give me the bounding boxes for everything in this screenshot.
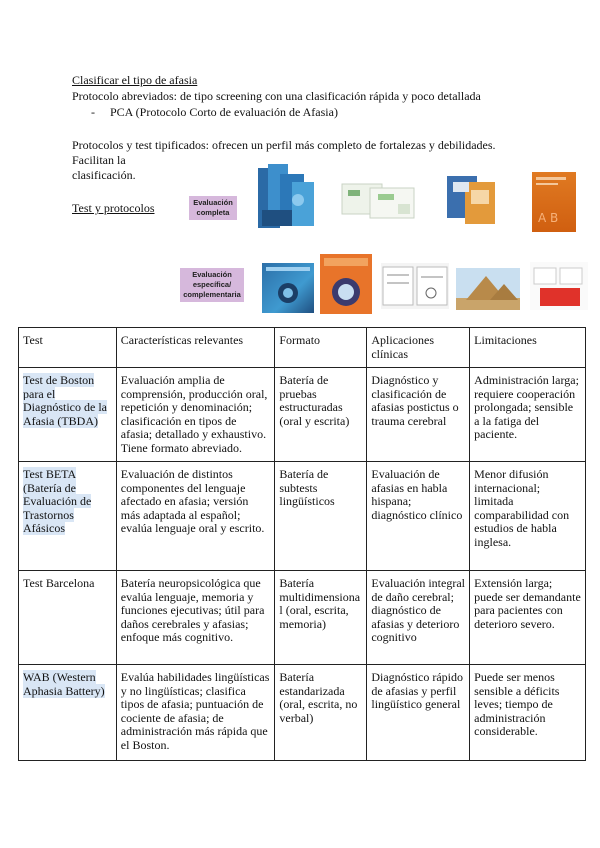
table-row (19, 571, 586, 665)
test-name: WAB (Western Aphasia Battery) (23, 670, 105, 698)
cell-aplicaciones: Evaluación de afasias en habla hispana; diagnóstico clínico (367, 462, 470, 571)
line-tipificados-3: clasificación. (72, 168, 136, 182)
cell-limitaciones: Menor difusión internacional; limitada comparabilidad con estudios de habla inglesa. (470, 462, 586, 571)
cell-caracteristicas: Evalúa habilidades lingüísticas y no lingüísticas; clasifica tipos de afasia; puntuación de cociente de afasia; de administración más rápida que el Boston. (116, 665, 275, 761)
test-name: Test de Boston para el Diagnóstico de la Afasia (TBDA) (23, 373, 107, 428)
cell-caracteristicas: Evaluación amplia de comprensión, producción oral, repetición y denominación; clasificación en tipos de afasia; detallado y exhaustivo. Tiene formato abreviado. (116, 368, 275, 462)
test-protocolos: Test y protocolos (72, 201, 155, 215)
cell-aplicaciones: Diagnóstico rápido de afasias y perfil lingüístico general (367, 665, 470, 761)
cards-image (530, 262, 588, 310)
cell-test (19, 462, 117, 571)
cell-formato: Batería de pruebas estructuradas (oral y escrita) (275, 368, 367, 462)
cell-test (19, 665, 117, 761)
boston-kit-image (258, 160, 320, 232)
line-tipificados-2: Facilitan la (72, 153, 126, 167)
header-test: Test (19, 328, 117, 368)
cell-formato: Batería estandarizada (oral, escrita, no verbal) (275, 665, 367, 761)
label-evaluacion-completa: Evaluación completa (189, 196, 237, 220)
table-header-row (19, 328, 586, 368)
label-evaluacion-especifica: Evaluación específica/ complementaria (180, 268, 244, 302)
svg-text:A B: A B (538, 211, 559, 225)
cell-limitaciones: Administración larga; requiere cooperación prolongada; sensible a la fatiga del paciente. (470, 368, 586, 462)
manual-cover-orange-image (320, 254, 372, 314)
barcelona-book-image (532, 172, 576, 232)
heading: Clasificar el tipo de afasia (72, 73, 198, 87)
line-abreviados: Protocolo abreviados: de tipo screening con una clasificación rápida y poco detallada (72, 89, 481, 103)
bullet-pca: PCA (Protocolo Corto de evaluación de Afasia) (110, 105, 338, 119)
test-name: Test BETA (Batería de Evaluación de Trastornos Afásicos (23, 467, 92, 536)
manual-cover-blue-image (262, 263, 314, 313)
pyramid-image (456, 268, 520, 310)
cell-test: Test Barcelona (19, 571, 117, 665)
header-formato: Formato (275, 328, 367, 368)
cell-formato: Batería de subtests lingüísticos (275, 462, 367, 571)
line-tipificados-1: Protocolos y test tipificados: ofrecen un perfil más completo de fortalezas y debilidades. (72, 138, 496, 152)
beta-kit-image (445, 172, 503, 228)
table-row (19, 462, 586, 571)
cell-limitaciones: Puede ser menos sensible a déficits leves; tiempo de administración considerable. (470, 665, 586, 761)
test-kit-image (340, 178, 422, 224)
header-limitaciones: Limitaciones (470, 328, 586, 368)
cell-caracteristicas: Batería neuropsicológica que evalúa lenguaje, memoria y funciones ejecutivas; útil para daños cerebrales y afasias; enfoque más cognitivo. (116, 571, 275, 665)
cell-caracteristicas: Evaluación de distintos componentes del lenguaje afectado en afasia; versión más adaptada al español; evalúa lenguaje oral y escrito. (116, 462, 275, 571)
table-row (19, 368, 586, 462)
cell-test (19, 368, 117, 462)
cell-aplicaciones: Diagnóstico y clasificación de afasias postictus o trauma cerebral (367, 368, 470, 462)
cell-limitaciones: Extensión larga; puede ser demandante para pacientes con deterioro severo. (470, 571, 586, 665)
table-row (19, 665, 586, 761)
cell-formato: Batería multidimensiona l (oral, escrita, memoria) (275, 571, 367, 665)
header-caracteristicas: Características relevantes (116, 328, 275, 368)
tests-table (18, 327, 586, 761)
test-sheets-image (381, 263, 449, 309)
header-aplicaciones: Aplicaciones clínicas (367, 328, 470, 368)
bullet-dash: - (91, 105, 95, 119)
cell-aplicaciones: Evaluación integral de daño cerebral; diagnóstico de afasias y deterioro cognitivo (367, 571, 470, 665)
